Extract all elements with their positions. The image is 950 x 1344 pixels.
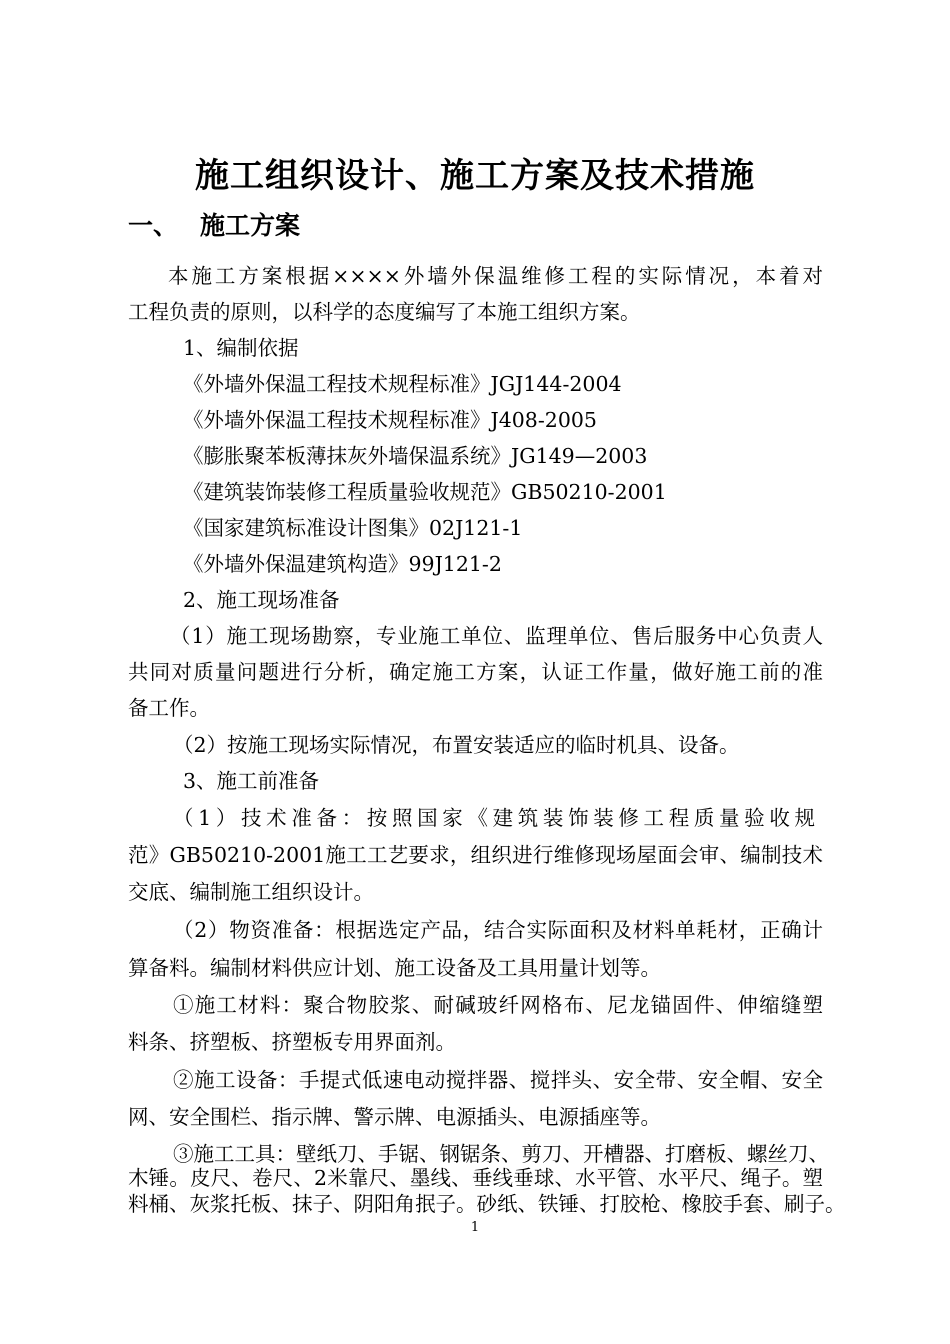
- paragraph-line: 工程负责的原则，以科学的态度编写了本施工组织方案。: [128, 300, 641, 324]
- subheading: 3、施工前准备: [183, 769, 320, 793]
- reference-item: 《外墙外保温建筑构造》99J121-2: [183, 552, 502, 576]
- paragraph-line: ①施工材料：聚合物胶浆、耐碱玻纤网格布、尼龙锚固件、伸缩缝塑: [173, 993, 823, 1017]
- reference-item: 《膨胀聚苯板薄抹灰外墙保温系统》JG149—2003: [183, 444, 648, 468]
- section-heading: [128, 206, 300, 246]
- paragraph-line: （2）物资准备：根据选定产品，结合实际面积及材料单耗材，正确计: [173, 918, 823, 942]
- reference-item: 《国家建筑标准设计图集》02J121-1: [183, 516, 523, 540]
- paragraph-line: 备工作。: [128, 696, 210, 720]
- page-number: 1: [470, 1220, 480, 1235]
- paragraph-line: ②施工设备：手提式低速电动搅拌器、搅拌头、安全带、安全帽、安全: [173, 1068, 823, 1092]
- paragraph-line: ③施工工具：壁纸刀、手锯、钢锯条、剪刀、开槽器、打磨板、螺丝刀、: [173, 1142, 829, 1166]
- paragraph-line: 本施工方案根据××××外墙外保温维修工程的实际情况，本着对: [168, 264, 823, 288]
- paragraph-line: 料桶、灰浆托板、抹子、阴阳角抿子。砂纸、铁锤、打胶枪、橡胶手套、刷子。: [128, 1192, 846, 1216]
- paragraph-line: 范》GB50210-2001施工工艺要求，组织进行维修现场屋面会审、编制技术: [128, 843, 823, 867]
- paragraph-line: 料条、挤塑板、挤塑板专用界面剂。: [128, 1030, 456, 1054]
- paragraph-line: （2）按施工现场实际情况，布置安装适应的临时机具、设备。: [173, 733, 740, 757]
- document-title: 施工组织设计、施工方案及技术措施: [195, 156, 755, 196]
- reference-item: 《外墙外保温工程技术规程标准》J408-2005: [183, 408, 597, 432]
- subheading: 2、施工现场准备: [183, 588, 340, 612]
- reference-item: 《外墙外保温工程技术规程标准》JGJ144-2004: [183, 372, 622, 396]
- paragraph-line: 交底、编制施工组织设计。: [128, 880, 374, 904]
- paragraph-line: 算备料。编制材料供应计划、施工设备及工具用量计划等。: [128, 956, 661, 980]
- paragraph-line: 网、安全围栏、指示牌、警示牌、电源插头、电源插座等。: [128, 1105, 661, 1129]
- paragraph-line: （1）技术准备：按照国家《建筑装饰装修工程质量验收规: [173, 806, 815, 830]
- paragraph-line: （1）施工现场勘察，专业施工单位、监理单位、售后服务中心负责人: [170, 624, 823, 648]
- subheading: 1、编制依据: [183, 336, 299, 360]
- section-title: 施工方案: [200, 211, 301, 240]
- section-number: 一、: [128, 211, 179, 240]
- paragraph-line: 共同对质量问题进行分析，确定施工方案，认证工作量，做好施工前的准: [128, 660, 823, 684]
- paragraph-line: 木锤。皮尺、卷尺、2米靠尺、墨线、垂线垂球、水平管、水平尺、绳子。塑: [128, 1166, 823, 1190]
- reference-item: 《建筑装饰装修工程质量验收规范》GB50210-2001: [183, 480, 667, 504]
